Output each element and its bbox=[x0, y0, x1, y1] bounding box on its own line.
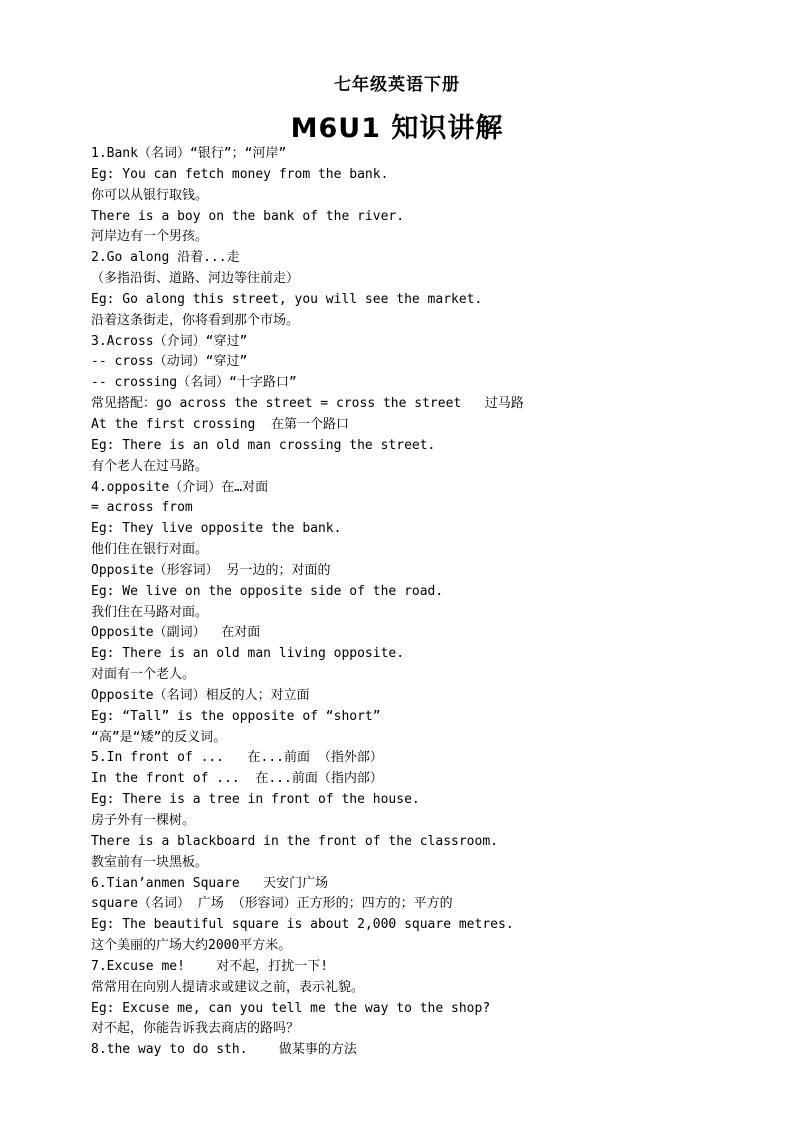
text-line: 常常用在向别人提请求或建议之前，表示礼貌。 bbox=[91, 979, 365, 995]
text-line: 8.the way to do sth. 做某事的方法 bbox=[91, 1042, 357, 1058]
text-line: 2.Go along 沿着...走 bbox=[91, 250, 240, 266]
document-body bbox=[91, 144, 771, 1061]
text-line: 3.Across（介词）“穿过” bbox=[91, 333, 248, 349]
text-line: 对面有一个老人。 bbox=[91, 667, 196, 683]
text-line: In the front of ... 在...前面（指内部） bbox=[91, 771, 383, 787]
text-line: 5.In front of ... 在...前面 （指外部） bbox=[91, 750, 383, 766]
text-line: 这个美丽的广场大约2000平方米。 bbox=[91, 938, 292, 954]
text-line: At the first crossing 在第一个路口 bbox=[91, 416, 350, 432]
text-line: 1.Bank（名词）“银行”；“河岸” bbox=[91, 146, 287, 161]
text-line: square（名词） 广场 （形容词）正方形的；四方的；平方的 bbox=[91, 896, 453, 912]
text-line: Eg: There is an old man living opposite. bbox=[91, 646, 405, 662]
text-line: 常见搭配：go across the street = cross the street 过马路 bbox=[91, 396, 524, 412]
text-line: Eg: There is an old man crossing the street. bbox=[91, 437, 436, 453]
text-line: Eg: “Tall” is the opposite of “short” bbox=[91, 708, 381, 724]
text-line: 教室前有一块黑板。 bbox=[91, 854, 209, 870]
text-line: There is a blackboard in the front of the classroom. bbox=[91, 833, 498, 849]
text-line: -- cross（动词）“穿过” bbox=[91, 354, 248, 370]
text-line: 你可以从银行取钱。 bbox=[91, 187, 209, 203]
text-line: 沿着这条街走，你将看到那个市场。 bbox=[91, 312, 300, 328]
text-line: 房子外有一棵树。 bbox=[91, 813, 196, 828]
text-line: （多指沿街、道路、河边等往前走） bbox=[91, 271, 300, 287]
text-line: 6.Tian’anmen Square 天安门广场 bbox=[91, 875, 329, 891]
text-line: 河岸边有一个男孩。 bbox=[91, 229, 209, 245]
text-line: Eg: Excuse me, can you tell me the way to the shop? bbox=[91, 1000, 491, 1016]
text-line: Eg: We live on the opposite side of the road. bbox=[91, 583, 444, 599]
text-line: Eg: Go along this street, you will see the market. bbox=[91, 291, 483, 307]
text-line: Eg: You can fetch money from the bank. bbox=[91, 166, 389, 182]
text-line: 他们住在银行对面。 bbox=[91, 542, 209, 558]
text-line: “高”是“矮”的反义词。 bbox=[91, 729, 227, 745]
text-line: = across from bbox=[91, 500, 193, 516]
text-line: There is a boy on the bank of the river. bbox=[91, 208, 405, 224]
document-title: M6U1 知识讲解 bbox=[290, 113, 504, 144]
text-line: 对不起，你能告诉我去商店的路吗？ bbox=[91, 1021, 300, 1037]
text-line: Opposite（形容词） 另一边的；对面的 bbox=[91, 562, 331, 578]
text-line: Eg: There is a tree in front of the house. bbox=[91, 792, 420, 808]
text-line: 我们住在马路对面。 bbox=[91, 604, 209, 620]
text-line: 4.opposite（介词）在…对面 bbox=[91, 479, 269, 495]
text-line: Opposite（名词）相反的人；对立面 bbox=[91, 687, 310, 703]
text-line: Eg: The beautiful square is about 2,000 square metres. bbox=[91, 917, 514, 933]
text-line: Eg: They live opposite the bank. bbox=[91, 521, 342, 537]
text-line: 有个老人在过马路。 bbox=[91, 458, 209, 474]
text-line: Opposite（副词） 在对面 bbox=[91, 625, 261, 641]
text-line: 7.Excuse me! 对不起，打扰一下! bbox=[91, 958, 329, 974]
document-subtitle: 七年级英语下册 bbox=[334, 75, 460, 95]
text-line: -- crossing（名词）“十字路口” bbox=[91, 375, 297, 391]
